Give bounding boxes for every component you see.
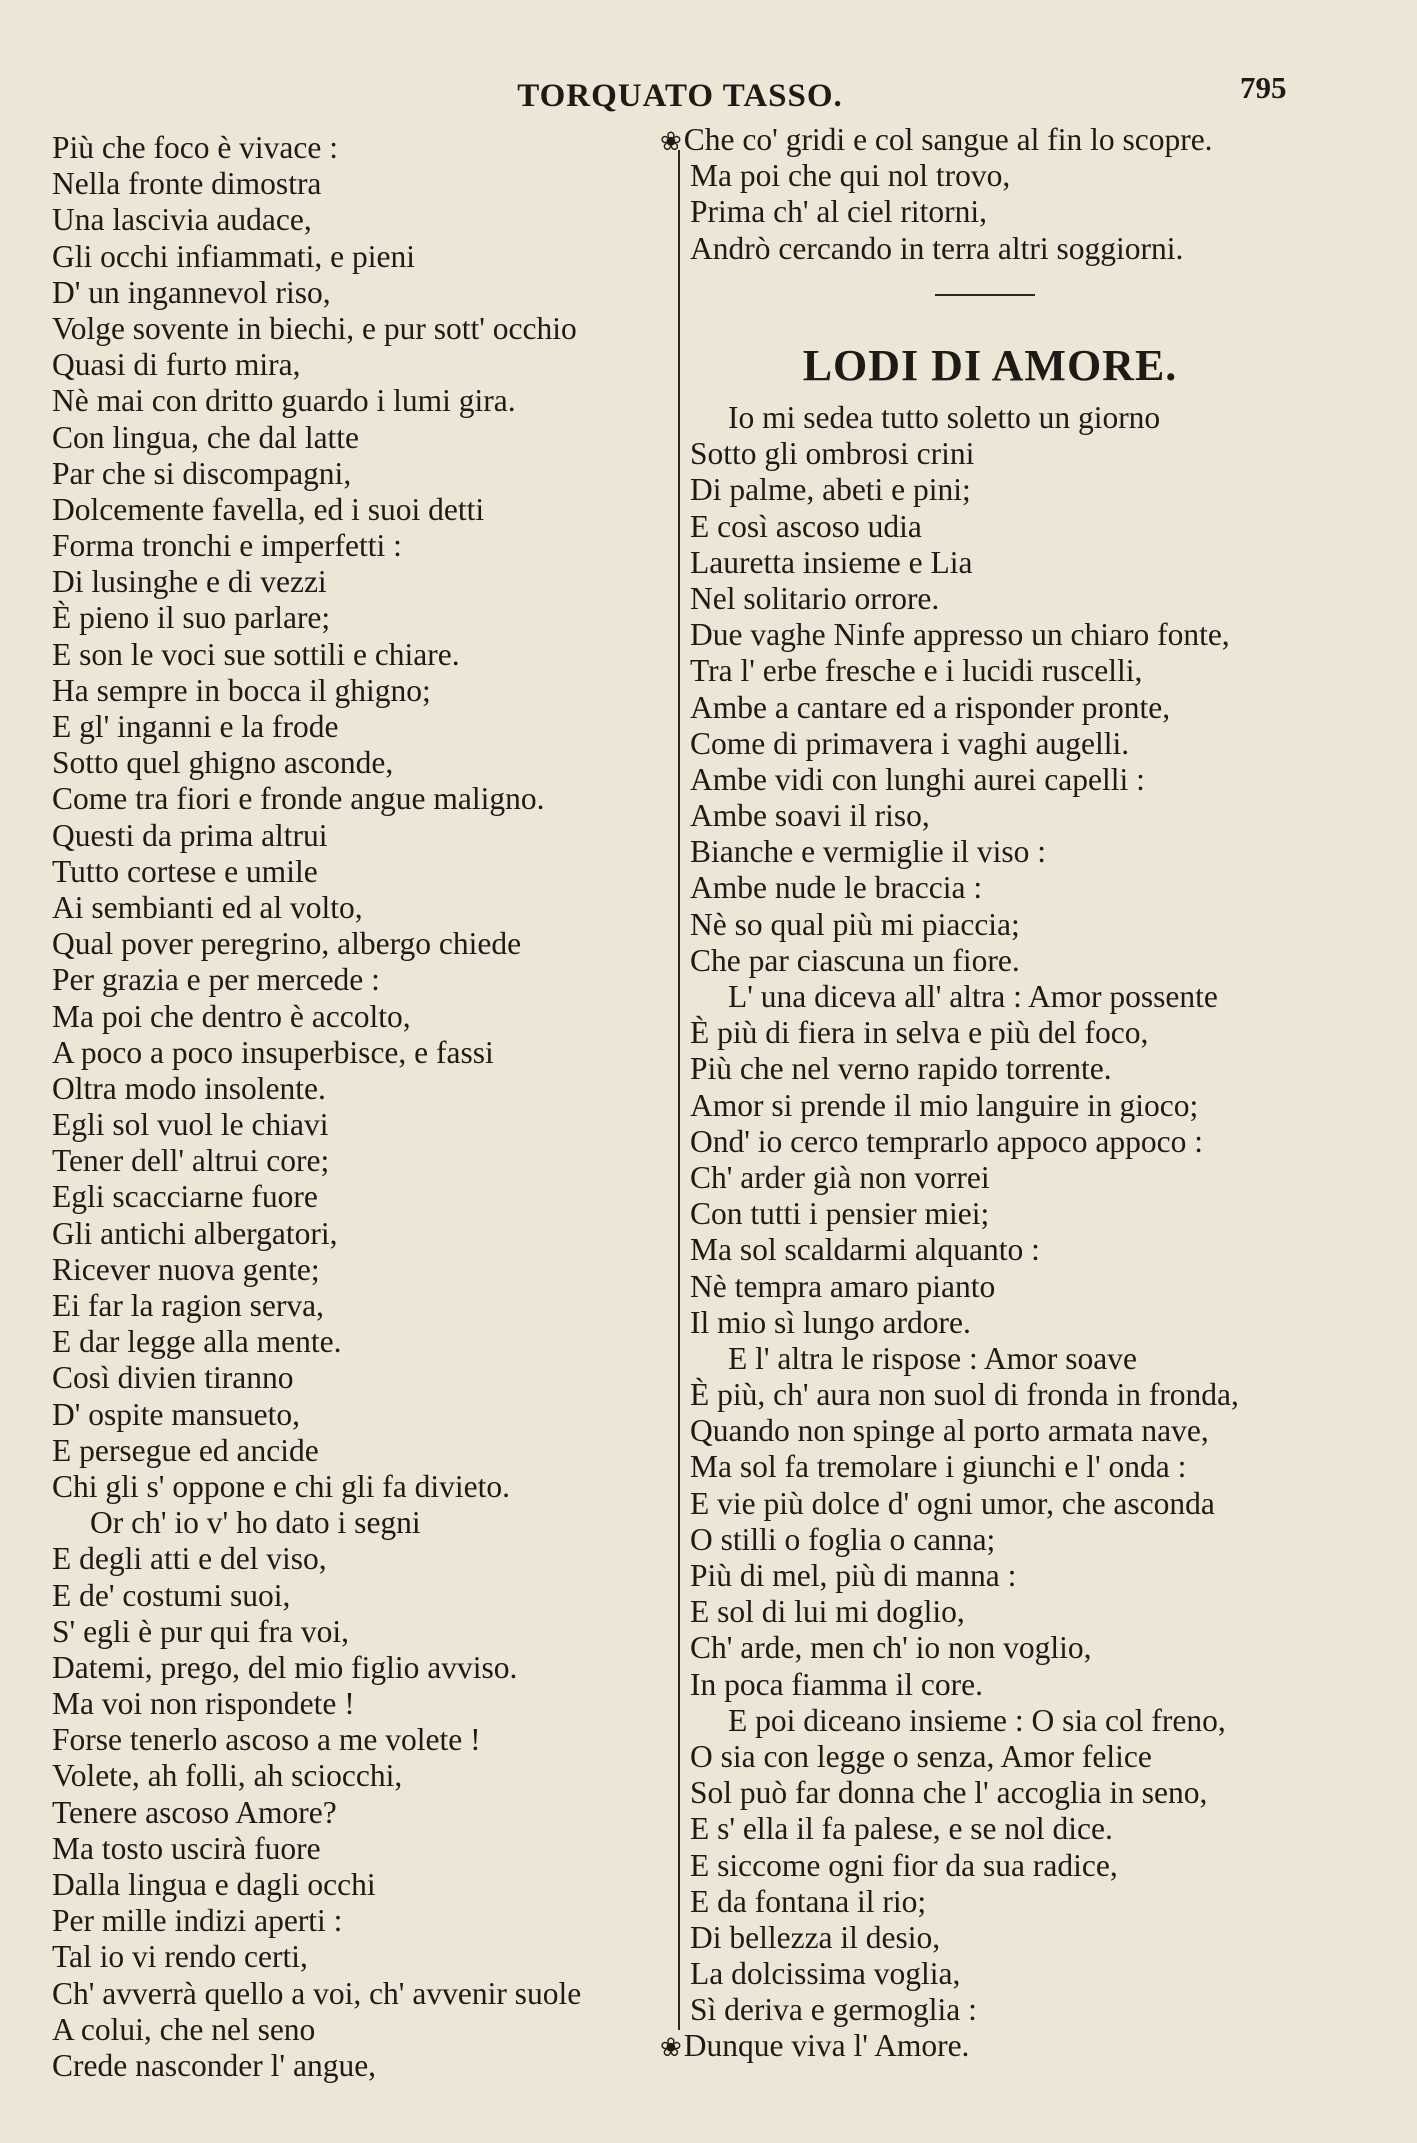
verse-text: Tenere ascoso Amore? <box>52 1794 337 1830</box>
verse-line <box>52 383 692 419</box>
verse-text: E gl' inganni e la frode <box>52 709 339 744</box>
verse-text: Ei far la ragion serva, <box>52 1288 324 1323</box>
verse-line <box>52 1216 692 1252</box>
verse-line <box>690 1341 1370 1377</box>
verse-text: Quasi di furto mira, <box>52 347 301 383</box>
verse-line <box>690 690 1370 726</box>
verse-line <box>690 1377 1370 1413</box>
verse-text: Dunque viva l' Amore. <box>683 2028 970 2064</box>
verse-text: L' una diceva all' altra : Amor possente <box>728 979 1218 1014</box>
verse-line <box>690 907 1370 943</box>
verse-text: Volge sovente in biechi, e pur sott' occhio <box>52 310 577 346</box>
running-head: TORQUATO TASSO. <box>517 78 843 114</box>
verse-text: Dolcemente favella, ed i suoi detti <box>52 491 485 527</box>
verse-line <box>690 1449 1370 1485</box>
section-rule <box>935 294 1035 296</box>
verse-text: Come tra fiori e fronde angue maligno. <box>52 781 545 817</box>
verse-text: Ricever nuova gente; <box>52 1251 320 1287</box>
verse-line <box>52 818 692 854</box>
verse-line <box>52 239 692 275</box>
verse-text: Dalla lingua e dagli occhi <box>52 1867 376 1902</box>
verse-text: Più che nel verno rapido torrente. <box>690 1051 1112 1087</box>
verse-line <box>690 1775 1370 1811</box>
verse-text: Oltra modo insolente. <box>52 1070 326 1106</box>
verse-text: Egli scacciarne fuore <box>52 1179 318 1215</box>
verse-line <box>690 1015 1370 1051</box>
verse-line <box>52 781 692 817</box>
verse-line <box>690 1305 1370 1341</box>
verse-line <box>52 926 692 962</box>
verse-line <box>52 673 692 709</box>
verse-text: Or ch' io v' ho dato i segni <box>90 1505 421 1541</box>
verse-line <box>52 1686 692 1722</box>
verse-line <box>52 962 692 998</box>
right-column-continuation <box>660 122 1370 267</box>
verse-text: Ai sembianti ed al volto, <box>52 889 363 925</box>
verse-line <box>690 1739 1370 1775</box>
verse-line <box>690 1667 1370 1703</box>
verse-line <box>690 1920 1370 1956</box>
verse-line <box>52 564 692 600</box>
verse-text: Ma poi che dentro è accolto, <box>52 998 411 1034</box>
verse-line <box>52 854 692 890</box>
verse-line <box>52 1578 692 1614</box>
verse-line <box>690 581 1370 617</box>
verse-text: Ch' arder già non vorrei <box>690 1159 990 1195</box>
verse-line <box>52 420 692 456</box>
verse-line <box>690 509 1370 545</box>
verse-text: Per mille indizi aperti : <box>52 1903 343 1939</box>
verse-text: A poco a poco insuperbisce, e fassi <box>52 1034 494 1070</box>
verse-text: O stilli o foglia o canna; <box>690 1521 996 1557</box>
verse-line <box>52 999 692 1035</box>
verse-text: Ma poi che qui nol trovo, <box>690 158 1011 194</box>
verse-text: E siccome ogni fior da sua radice, <box>690 1847 1118 1883</box>
verse-text: E poi diceano insieme : O sia col freno, <box>728 1702 1226 1738</box>
verse-text: D' un ingannevol riso, <box>52 274 331 310</box>
verse-line <box>690 762 1370 798</box>
verse-line <box>52 1179 692 1215</box>
verse-text: Tal io vi rendo certi, <box>52 1939 308 1975</box>
verse-text: Come di primavera i vaghi augelli. <box>690 725 1130 761</box>
verse-text: Quando non spinge al porto armata nave, <box>690 1413 1209 1449</box>
verse-text: Gli occhi infiammati, e pieni <box>52 238 416 274</box>
verse-text: La dolcissima voglia, <box>690 1956 961 1992</box>
verse-text: Tutto cortese e umile <box>52 853 318 889</box>
verse-line <box>52 709 692 745</box>
verse-line <box>690 726 1370 762</box>
verse-line <box>52 1795 692 1831</box>
verse-text: Egli sol vuol le chiavi <box>52 1107 329 1143</box>
verse-text: Qual pover peregrino, albergo chiede <box>52 926 522 962</box>
verse-text: Tener dell' altrui core; <box>52 1143 330 1179</box>
verse-text: Ha sempre in bocca il ghigno; <box>52 672 431 708</box>
verse-text: Nel solitario orrore. <box>690 580 940 616</box>
verse-line <box>690 400 1370 436</box>
verse-text: E da fontana il rio; <box>690 1883 927 1919</box>
verse-line <box>690 834 1370 870</box>
poem-title: LODI DI AMORE. <box>802 341 1178 390</box>
verse-line <box>52 637 692 673</box>
verse-text: Io mi sedea tutto soletto un giorno <box>728 400 1161 435</box>
verse-line <box>690 436 1370 472</box>
verse-line <box>690 545 1370 581</box>
verse-text: Che par ciascuna un fiore. <box>690 942 1020 978</box>
verse-line <box>690 194 1370 230</box>
verse-text: Sol può far donna che l' accoglia in seno, <box>690 1775 1208 1811</box>
verse-text: Ambe soavi il riso, <box>690 798 930 834</box>
verse-text: Ma sol scaldarmi alquanto : <box>690 1232 1040 1268</box>
verse-text: È più di fiera in selva e più del foco, <box>690 1015 1149 1051</box>
verse-line <box>52 202 692 238</box>
verse-text: E degli atti e del viso, <box>52 1541 327 1577</box>
verse-text: E s' ella il fa palese, e se nol dice. <box>690 1811 1113 1847</box>
verse-text: Forma tronchi e imperfetti : <box>52 528 402 564</box>
verse-text: Di palme, abeti e pini; <box>690 472 971 508</box>
verse-text: In poca fiamma il core. <box>690 1666 983 1702</box>
verse-text: Sotto quel ghigno asconde, <box>52 745 394 781</box>
verse-line <box>52 166 692 202</box>
verse-text: Di lusinghe e di vezzi <box>52 564 327 600</box>
verse-line <box>690 1160 1370 1196</box>
verse-line <box>52 1360 692 1396</box>
verse-text: Ambe vidi con lunghi aurei capelli : <box>690 761 1145 797</box>
verse-text: Sotto gli ombrosi crini <box>690 436 975 472</box>
verse-line <box>52 311 692 347</box>
verse-text: Forse tenerlo ascoso a me volete ! <box>52 1722 481 1758</box>
verse-text: Il mio sì lungo ardore. <box>690 1304 971 1340</box>
verse-line <box>690 1486 1370 1522</box>
verse-text: Datemi, prego, del mio figlio avviso. <box>52 1649 518 1685</box>
verse-line <box>52 1722 692 1758</box>
verse-line <box>52 1324 692 1360</box>
verse-line <box>52 2048 692 2084</box>
verse-line <box>690 158 1370 194</box>
verse-line <box>690 1088 1370 1124</box>
verse-text: Nè so qual più mi piaccia; <box>690 906 1020 942</box>
verse-line <box>690 617 1370 653</box>
verse-line <box>690 1594 1370 1630</box>
verse-line <box>52 1288 692 1324</box>
verse-text: E sol di lui mi doglio, <box>690 1594 965 1630</box>
verse-line <box>690 1196 1370 1232</box>
verse-line <box>660 122 1370 158</box>
verse-line <box>690 1630 1370 1666</box>
verse-text: Crede nasconder l' angue, <box>52 2047 377 2083</box>
verse-line <box>52 1831 692 1867</box>
verse-line <box>52 1469 692 1505</box>
verse-line <box>52 1505 692 1541</box>
verse-text: Chi gli s' oppone e chi gli fa divieto. <box>52 1468 510 1504</box>
verse-text: O sia con legge o senza, Amor felice <box>690 1738 1152 1774</box>
verse-text: Sì deriva e germoglia : <box>690 1992 977 2028</box>
verse-line <box>52 456 692 492</box>
verse-line <box>52 1071 692 1107</box>
verse-line <box>690 1956 1370 1992</box>
poem-body <box>660 400 1370 2065</box>
verse-line <box>52 745 692 781</box>
verse-line <box>690 1884 1370 1920</box>
verse-line <box>52 130 692 166</box>
verse-line <box>690 1992 1370 2028</box>
ornament-icon: ❀ <box>660 2033 682 2064</box>
verse-text: Più di mel, più di manna : <box>690 1558 1017 1593</box>
verse-line <box>52 890 692 926</box>
verse-text: E persegue ed ancide <box>52 1432 319 1468</box>
verse-text: Tra l' erbe fresche e i lucidi ruscelli, <box>690 653 1143 689</box>
verse-line <box>52 1035 692 1071</box>
verse-text: Gli antichi albergatori, <box>52 1215 338 1251</box>
verse-line <box>52 1758 692 1794</box>
verse-line <box>52 1397 692 1433</box>
verse-text: Ma voi non rispondete ! <box>52 1686 355 1722</box>
verse-text: Questi da prima altrui <box>52 817 328 853</box>
verse-line <box>52 1541 692 1577</box>
verse-line <box>52 1903 692 1939</box>
verse-line <box>690 1848 1370 1884</box>
verse-text: Una lascivia audace, <box>52 202 312 238</box>
verse-text: Che co' gridi e col sangue al fin lo scopre. <box>683 122 1213 157</box>
left-column <box>52 130 692 2084</box>
verse-line <box>690 1811 1370 1847</box>
verse-text: Lauretta insieme e Lia <box>690 544 973 580</box>
page-number: 795 <box>1240 70 1287 105</box>
verse-line <box>52 1433 692 1469</box>
verse-line <box>52 2012 692 2048</box>
verse-line <box>690 1522 1370 1558</box>
verse-line <box>690 798 1370 834</box>
verse-line <box>690 1051 1370 1087</box>
verse-text: A colui, che nel seno <box>52 2011 316 2047</box>
verse-text: Bianche e vermiglie il viso : <box>690 834 1047 870</box>
verse-text: Nè mai con dritto guardo i lumi gira. <box>52 383 516 419</box>
verse-line <box>690 979 1370 1015</box>
verse-text: Amor si prende il mio languire in gioco; <box>690 1087 1199 1123</box>
verse-text: Par che si discompagni, <box>52 455 352 491</box>
verse-line <box>690 472 1370 508</box>
verse-text: È pieno il suo parlare; <box>52 600 331 636</box>
verse-text: S' egli è pur qui fra voi, <box>52 1613 349 1649</box>
verse-line <box>690 1703 1370 1739</box>
verse-line <box>52 600 692 636</box>
verse-text: E dar legge alla mente. <box>52 1324 342 1360</box>
verse-text: Nella fronte dimostra <box>52 166 322 202</box>
verse-line <box>52 1867 692 1903</box>
verse-line <box>660 2028 1370 2064</box>
verse-text: Ambe nude le braccia : <box>690 870 983 906</box>
verse-line <box>52 347 692 383</box>
verse-text: E de' costumi suoi, <box>52 1577 291 1613</box>
verse-line <box>52 1107 692 1143</box>
verse-line <box>690 870 1370 906</box>
verse-text: Andrò cercando in terra altri soggiorni. <box>690 230 1184 266</box>
verse-text: Prima ch' al ciel ritorni, <box>690 194 987 230</box>
verse-text: Nè tempra amaro pianto <box>690 1268 996 1304</box>
verse-line <box>690 653 1370 689</box>
verse-text: Di bellezza il desio, <box>690 1919 941 1955</box>
verse-line <box>690 943 1370 979</box>
verse-line <box>690 231 1370 267</box>
verse-line <box>52 1143 692 1179</box>
verse-text: E l' altra le rispose : Amor soave <box>728 1340 1137 1376</box>
verse-text: Più che foco è vivace : <box>52 130 339 165</box>
verse-line <box>690 1558 1370 1594</box>
verse-text: Ma tosto uscirà fuore <box>52 1830 321 1866</box>
verse-text: D' ospite mansueto, <box>52 1396 301 1432</box>
verse-text: Con tutti i pensier miei; <box>690 1196 990 1232</box>
verse-text: Così divien tiranno <box>52 1360 294 1396</box>
verse-line <box>52 1650 692 1686</box>
ornament-icon: ❀ <box>660 127 682 157</box>
verse-text: È più, ch' aura non suol di fronda in fronda, <box>690 1377 1239 1413</box>
verse-line <box>690 1232 1370 1268</box>
verse-text: Ambe a cantare ed a risponder pronte, <box>690 689 1171 725</box>
verse-text: Ch' arde, men ch' io non voglio, <box>690 1630 1092 1666</box>
verse-text: E vie più dolce d' ogni umor, che asconda <box>690 1485 1215 1521</box>
verse-text: Ond' io cerco temprarlo appoco appoco : <box>690 1123 1203 1159</box>
verse-text: Per grazia e per mercede : <box>52 962 380 998</box>
verse-text: Due vaghe Ninfe appresso un chiaro fonte, <box>690 617 1230 653</box>
verse-line <box>52 275 692 311</box>
verse-text: Con lingua, che dal latte <box>52 419 360 455</box>
verse-line <box>52 1614 692 1650</box>
verse-line <box>52 1939 692 1975</box>
verse-line <box>52 528 692 564</box>
verse-text: E son le voci sue sottili e chiare. <box>52 636 460 672</box>
verse-line <box>690 1124 1370 1160</box>
verse-line <box>52 1252 692 1288</box>
verse-line <box>690 1413 1370 1449</box>
verse-text: Ma sol fa tremolare i giunchi e l' onda : <box>690 1449 1187 1485</box>
verse-line <box>52 492 692 528</box>
verse-line <box>52 1976 692 2012</box>
verse-text: Volete, ah folli, ah sciocchi, <box>52 1758 403 1794</box>
verse-line <box>690 1269 1370 1305</box>
verse-text: E così ascoso udia <box>690 508 922 544</box>
verse-text: Ch' avverrà quello a voi, ch' avvenir suole <box>52 1975 582 2011</box>
